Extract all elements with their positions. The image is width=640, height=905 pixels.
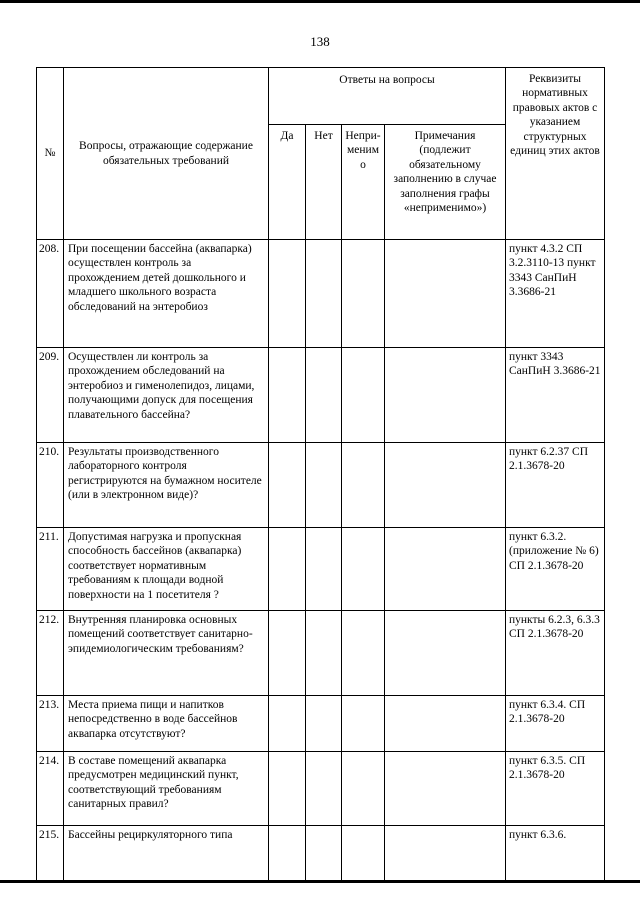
table-row <box>37 240 605 348</box>
answer-yes-cell <box>269 443 306 528</box>
row-number-cell: 210. <box>37 443 64 528</box>
table-row <box>37 696 605 752</box>
table-row <box>37 528 605 611</box>
answer-no-cell <box>306 443 342 528</box>
notes-cell <box>385 826 506 883</box>
page-top-edge <box>0 0 640 3</box>
row-number-cell: 212. <box>37 611 64 696</box>
table-body <box>37 240 605 883</box>
col-header-na: Непри-менимо <box>342 125 385 240</box>
question-cell: Результаты производственного лабораторного контроля регистрируются на бумажном носителе (или в электронном виде)? <box>64 443 269 528</box>
answer-no-cell <box>306 240 342 348</box>
requisites-cell: пункт 6.3.5. СП 2.1.3678-20 <box>506 752 605 826</box>
row-number-cell: 215. <box>37 826 64 883</box>
answer-na-cell <box>342 240 385 348</box>
table-row <box>37 752 605 826</box>
row-number-cell: 208. <box>37 240 64 348</box>
notes-cell <box>385 348 506 443</box>
col-header-requisites: Реквизиты нормативных правовых актов с указанием структурных единиц этих актов <box>506 68 605 240</box>
requisites-cell: пункт 6.3.6. <box>506 826 605 883</box>
table-row <box>37 443 605 528</box>
row-number-cell: 214. <box>37 752 64 826</box>
col-header-answers-group: Ответы на вопросы <box>269 68 506 125</box>
answer-no-cell <box>306 348 342 443</box>
answer-yes-cell <box>269 826 306 883</box>
checklist-table <box>36 67 605 883</box>
answer-yes-cell <box>269 752 306 826</box>
col-header-notes: Примечания (подлежит обязательному заполнению в случае заполнения графы «неприменимо») <box>385 125 506 240</box>
notes-cell <box>385 443 506 528</box>
answer-yes-cell <box>269 611 306 696</box>
checklist-table-container <box>36 67 606 883</box>
question-cell: При посещении бассейна (аквапарка) осуществлен контроль за прохождением детей дошкольного и младшего школьного возраста обследований на энтеробиоз <box>64 240 269 348</box>
answer-na-cell <box>342 826 385 883</box>
table-header <box>37 68 605 240</box>
answer-na-cell <box>342 611 385 696</box>
question-cell: В составе помещений аквапарка предусмотрен медицинский пункт, соответствующий требованиям санитарных правил? <box>64 752 269 826</box>
answer-yes-cell <box>269 696 306 752</box>
table-row <box>37 826 605 883</box>
answer-yes-cell <box>269 240 306 348</box>
answer-no-cell <box>306 752 342 826</box>
answer-yes-cell <box>269 348 306 443</box>
col-header-yes: Да <box>269 125 306 240</box>
answer-yes-cell <box>269 528 306 611</box>
header-row-top <box>37 68 605 125</box>
requisites-cell: пункт 3343 СанПиН 3.3686-21 <box>506 348 605 443</box>
notes-cell <box>385 752 506 826</box>
notes-cell <box>385 240 506 348</box>
col-header-num: № <box>37 68 64 240</box>
notes-cell <box>385 528 506 611</box>
question-cell: Внутренняя планировка основных помещений соответствует санитарно-эпидемиологическим требованиям? <box>64 611 269 696</box>
row-number-cell: 209. <box>37 348 64 443</box>
answer-na-cell <box>342 348 385 443</box>
question-cell: Допустимая нагрузка и пропускная способность бассейнов (аквапарка) соответствует нормативным требованиям к площади водной поверхности на 1 посетителя ? <box>64 528 269 611</box>
page-bottom-edge <box>0 880 640 883</box>
question-cell: Осуществлен ли контроль за прохождением обследований на энтеробиоз и гименолепидоз, лицами, получающими допуск для посещения плавательного бассейна? <box>64 348 269 443</box>
answer-na-cell <box>342 443 385 528</box>
table-row <box>37 611 605 696</box>
answer-na-cell <box>342 752 385 826</box>
table-row <box>37 348 605 443</box>
answer-na-cell <box>342 696 385 752</box>
requisites-cell: пункт 6.3.2. (приложение № 6) СП 2.1.3678-20 <box>506 528 605 611</box>
requisites-cell: пункт 6.3.4. СП 2.1.3678-20 <box>506 696 605 752</box>
answer-na-cell <box>342 528 385 611</box>
row-number-cell: 211. <box>37 528 64 611</box>
question-cell: Места приема пищи и напитков непосредственно в воде бассейнов аквапарка отсутствуют? <box>64 696 269 752</box>
answer-no-cell <box>306 528 342 611</box>
col-header-questions: Вопросы, отражающие содержание обязательных требований <box>64 68 269 240</box>
col-header-no: Нет <box>306 125 342 240</box>
question-cell: Бассейны рециркуляторного типа <box>64 826 269 883</box>
answer-no-cell <box>306 826 342 883</box>
answer-no-cell <box>306 696 342 752</box>
notes-cell <box>385 696 506 752</box>
answer-no-cell <box>306 611 342 696</box>
page-number: 138 <box>310 34 330 49</box>
requisites-cell: пункт 6.2.37 СП 2.1.3678-20 <box>506 443 605 528</box>
notes-cell <box>385 611 506 696</box>
requisites-cell: пункты 6.2.3, 6.3.3 СП 2.1.3678-20 <box>506 611 605 696</box>
requisites-cell: пункт 4.3.2 СП 3.2.3110-13 пункт 3343 СанПиН 3.3686-21 <box>506 240 605 348</box>
row-number-cell: 213. <box>37 696 64 752</box>
